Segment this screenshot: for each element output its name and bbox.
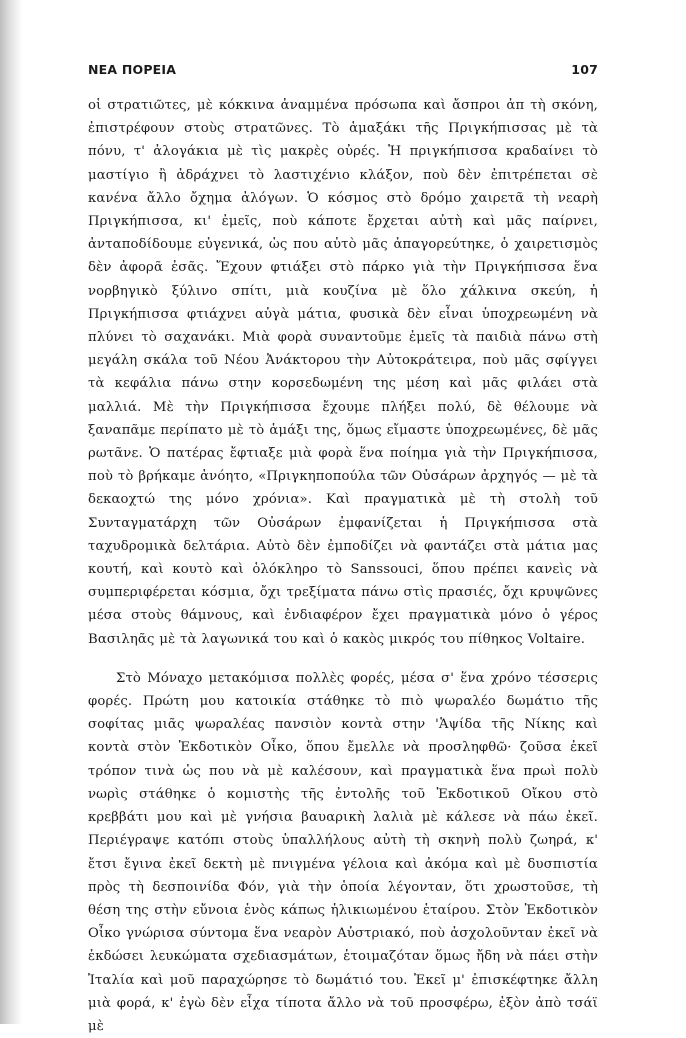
paragraph-1: οἱ στρατιῶτες, μὲ κόκκινα ἀναμμένα πρόσωπα καὶ ἄσπροι ἀπ τὴ σκόνη, ἐπιστρέφουν στοὺς στρατῶνες. Τὸ ἁμαξάκι τῆς Πριγκήπισσας μὲ τὰ πόνυ, τ' ἀλογάκια μὲ τὶς μακρὲς οὐρές. Ἡ πριγκήπισσα κραδαίνει τὸ μαστίγιο ἢ ἀδράχνει τὸ λαστιχένιο κλάξον, ποὺ δὲν ἐπιτρέπεται σὲ κανένα ἄλλο ὄχημα ἀλόγων. Ὁ κόσμος στὸ δρόμο χαιρετᾶ τὴ νεαρὴ Πριγκήπισσα, κι' ἐμεῖς, ποὺ κάποτε ἔρχεται αὐτὴ καὶ μᾶς παίρνει, ἀνταποδίδουμε εὐγενικά, ὡς που αὐτὸ μᾶς ἀπαγορεύτηκε, ὁ χαιρετισμὸς δὲν ἀφορᾶ ἐσᾶς. Ἔχουν φτιάξει στὸ πάρκο γιὰ τὴν Πριγκήπισσα ἕνα νορβηγικὸ ξύλινο σπίτι, μιὰ κουζίνα μὲ ὅλο χάλκινα σκεύη, ἡ Πριγκήπισσα φτιάχνει αὐγὰ μάτια, φυσικὰ δὲν εἶναι ὑποχρεωμένη νὰ πλύνει τὸ σαχανάκι. Μιὰ φορὰ συναντοῦμε ἐμεῖς τὰ παιδιὰ πάνω στὴ μεγάλη σκάλα τοῦ Νέου Ἀνάκτορου τὴν Αὐτοκράτειρα, ποὺ μᾶς σφίγγει τὰ κεφάλια πάνω στην κορσεδωμένη της μέση καὶ μᾶς φιλάει στὰ μαλλιά. Μὲ τὴν Πριγκήπισσα ἔχουμε πλήξει πολύ, δὲ θέλουμε νὰ ξαναπᾶμε περίπατο μὲ τὸ ἁμάξι της, ὅμως εἴμαστε ὑποχρεωμένες, δὲ μᾶς ρωτᾶνε. Ὁ πατέρας ἔφτιαξε μιὰ φορὰ ἕνα ποίημα γιὰ τὴν Πριγκήπισσα, ποὺ τὸ βρήκαμε ἀνόητο, «Πριγκηποπούλα τῶν Οὐσάρων ἀρχηγός — μὲ τὰ δεκαοχτώ της μόνο χρόνια». Καὶ πραγματικὰ μὲ τὴ στολὴ τοῦ Συνταγματάρχη τῶν Οὐσάρων ἐμφανίζεται ἡ Πριγκήπισσα στὰ ταχυδρομικὰ δελτάρια. Αὐτὸ δὲν ἐμποδίζει νὰ φαντάζει στὰ μάτια μας κουτή, καὶ κουτὸ καὶ ὁλόκληρο τὸ Sanssouci, ὅπου πρέπει κανεὶς νὰ συμπεριφέρεται κόσμια, ὄχι τρεξίματα πάνω στὶς πρασιές, ὄχι κρυψῶνες μέσα στοὺς θάμνους, καὶ ἐνδιαφέρον ἔχει πραγματικὰ μόνο ὁ γέρος Βασιληᾶς μὲ τὰ λαγωνικά του καὶ ὁ κακὸς μικρός του πίθηκος Voltaire. [88,98,598,647]
running-head [88,58,598,82]
body-text [88,94,598,1038]
page-number: 107 [571,62,598,77]
book-spine-shadow [0,0,22,1024]
running-head-title: ΝΕΑ ΠΟΡΕΙΑ [88,62,177,77]
paragraph-2: Στὸ Μόναχο μετακόμισα πολλὲς φορές, μέσα σ' ἕνα χρόνο τέσσερις φορές. Πρώτη μου κατοικία στάθηκε τὸ πιὸ ψωραλέο δωμάτιο τῆς σοφίτας μιᾶς ψωραλέας πανσιὸν κοντὰ στην 'Ἁψίδα τῆς Νίκης καὶ κοντὰ στὸν Ἐκδοτικὸν Οἶκο, ὅπου ἔμελλε νὰ προσληφθῶ· ζοῦσα ἐκεῖ τρόπον τινὰ ὡς που νὰ μὲ καλέσουν, καὶ πραγματικὰ ἕνα πρωὶ πολὺ νωρὶς στάθηκε ὁ κομιστὴς τῆς ἐντολῆς τοῦ Ἐκδοτικοῦ Οἴκου στὸ κρεββάτι μου καὶ μὲ γνήσια βαυαρικὴ λαλιὰ μὲ κάλεσε νὰ πάω ἐκεῖ. Περιέγραψε κατόπι στοὺς ὑπαλλήλους αὐτὴ τὴ σκηνὴ πολὺ ζωηρά, κ' ἔτσι ἔγινα ἐκεῖ δεκτὴ μὲ πνιγμένα γέλοια καὶ ἀκόμα καὶ μὲ δυσπιστία πρὸς τὴ δεσποινίδα Φόν, γιὰ τὴν ὁποία λέγονταν, ὅτι χρωστοῦσε, τὴ θέση της στὴν εὔνοια ἑνὸς κάπως ἡλικιωμένου ἑταίρου. Στὸν Ἐκδοτικὸν Οἶκο γνώρισα σύντομα ἕνα νεαρὸν Αὐστριακό, ποὺ ἀσχολοῦνταν ἐκεῖ νὰ ἐκδώσει λευκώματα σχεδιασμάτων, ἑτοιμαζόταν ὅμως ἤδη νὰ πάει στὴν Ἰταλία καὶ μοῦ παραχώρησε τὸ δωμάτιό του. Ἐκεῖ μ' ἐπισκέφτηκε ἄλλη μιὰ φορά, κ' ἐγὼ δὲν εἶχα τίποτα ἄλλο νὰ τοῦ προσφέρω, ἐξὸν ἀπὸ τσάϊ μὲ [88,670,598,1034]
book-page [88,58,598,1038]
